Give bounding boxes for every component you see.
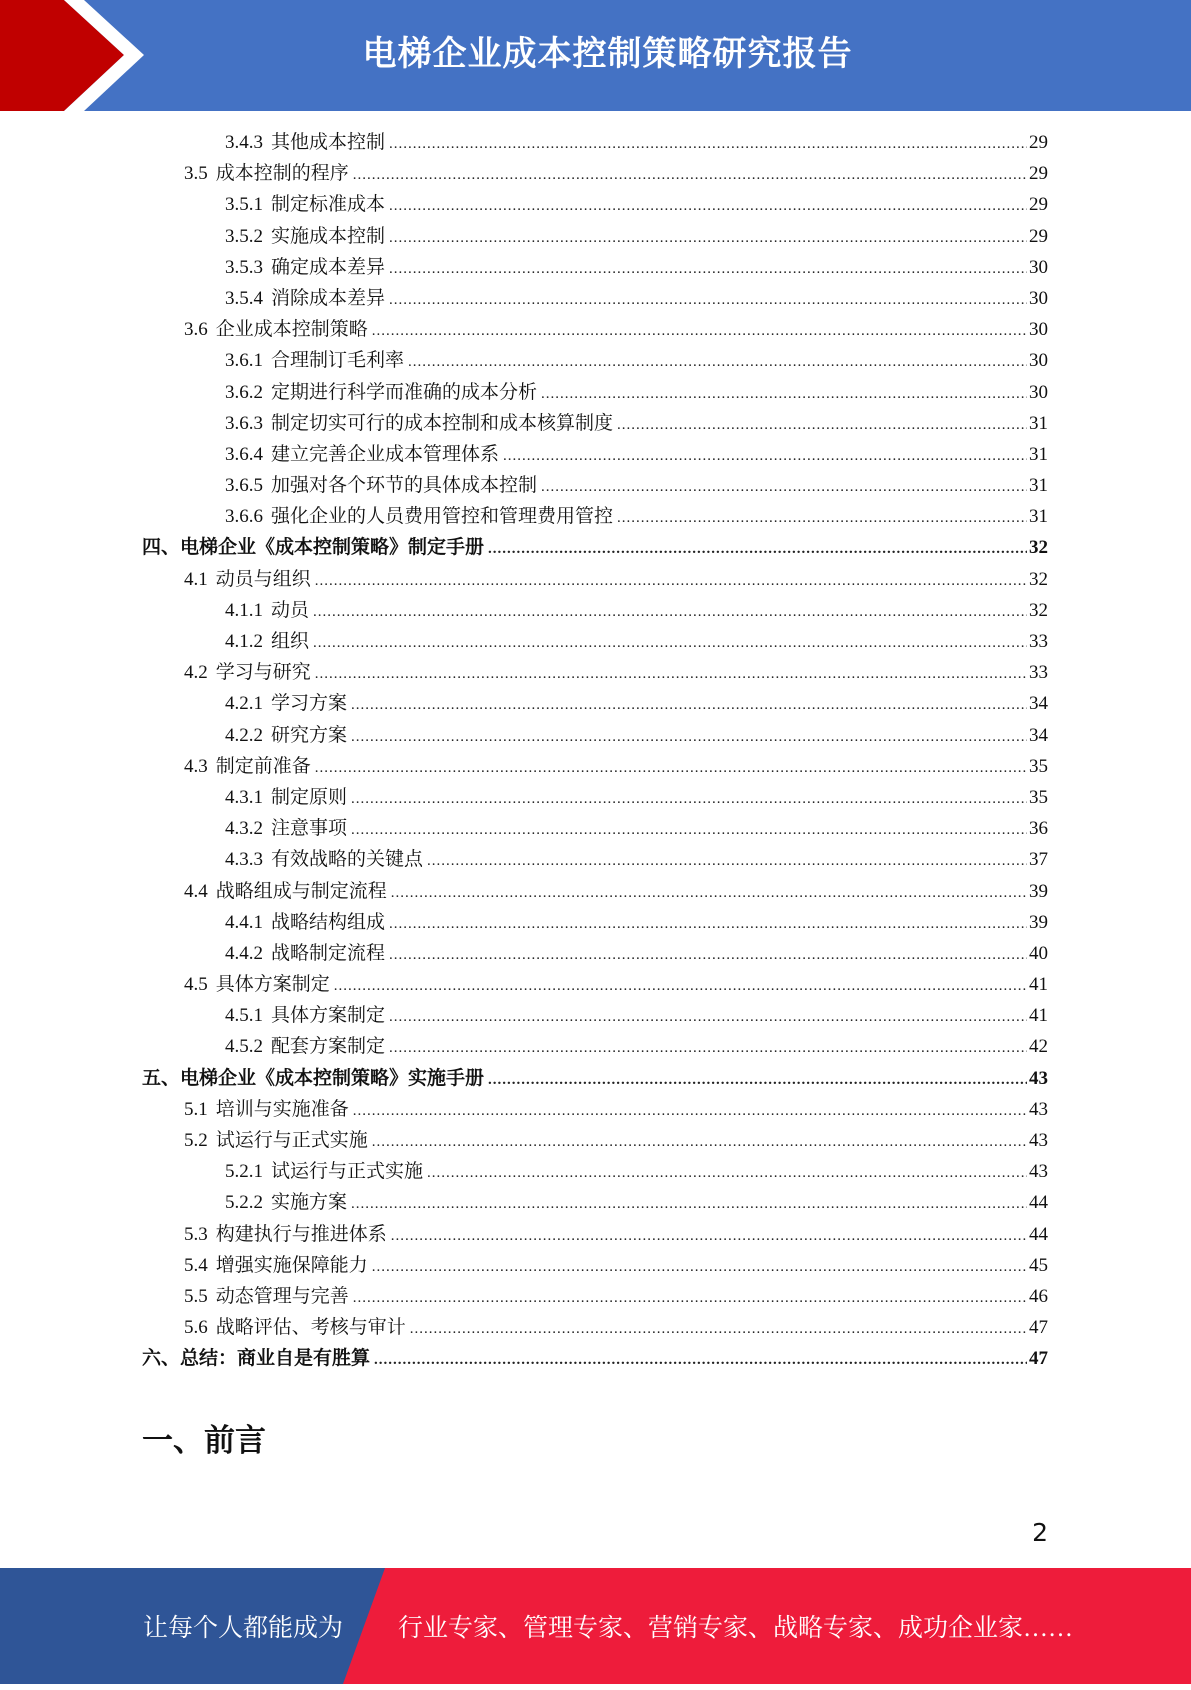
toc-dot-leader [353,1096,1027,1127]
toc-entry-number: 4.1.1 [225,599,263,621]
toc-entry-page: 42 [1029,1036,1048,1058]
toc-entry-page: 47 [1029,1317,1048,1339]
toc-entry-page: 33 [1029,662,1048,684]
table-of-contents [142,127,1048,1375]
toc-entry[interactable] [142,439,1048,470]
toc-entry-page: 30 [1029,381,1048,403]
toc-entry-page: 43 [1029,1130,1048,1151]
toc-entry[interactable] [142,314,1048,345]
toc-entry-number: 4.2.1 [225,693,263,715]
toc-entry-title: 增强实施保障能力 [215,1254,368,1276]
toc-entry-title: 试运行与正式实施 [215,1130,368,1151]
toc-entry-page: 36 [1029,818,1048,840]
toc-dot-leader [351,1189,1027,1220]
toc-entry-title: 电梯企业《成本控制策略》实施手册 [180,1067,485,1089]
toc-entry-page: 29 [1029,163,1048,185]
toc-entry-number: 3.6.2 [225,381,263,403]
toc-entry-page: 30 [1029,256,1048,278]
toc-dot-leader [410,1314,1027,1345]
toc-entry-title: 试运行与正式实施 [271,1161,424,1183]
toc-dot-leader [617,410,1027,441]
toc-entry-number: 5.6 [184,1317,208,1339]
toc-dot-leader [389,1002,1027,1033]
toc-entry-title: 制定切实可行的成本控制和成本核算制度 [271,412,614,434]
toc-entry[interactable] [142,1281,1048,1312]
toc-entry[interactable] [142,1031,1048,1062]
toc-entry-title: 学习与研究 [215,662,311,684]
toc-entry-number: 4.1 [184,568,208,590]
section-heading: 一、前言 [142,1423,266,1459]
toc-entry-page: 37 [1029,849,1048,871]
toc-dot-leader [315,659,1027,690]
footer-banner [0,1568,1191,1684]
toc-entry-page: 31 [1029,443,1048,465]
toc-entry-title: 研究方案 [271,724,348,746]
toc-entry[interactable] [142,751,1048,782]
toc-entry-title: 动态管理与完善 [215,1285,349,1307]
toc-entry-page: 31 [1029,506,1048,528]
toc-dot-leader [408,347,1027,378]
toc-entry[interactable] [142,907,1048,938]
toc-entry-number: 3.6.1 [225,350,263,372]
toc-entry-number: 五、 [142,1067,181,1089]
toc-entry[interactable] [142,345,1048,376]
toc-entry-number: 3.6.4 [225,443,263,465]
toc-entry-page: 43 [1029,1161,1048,1183]
toc-entry[interactable] [142,189,1048,220]
toc-entry-page: 32 [1029,599,1048,621]
toc-entry-page: 35 [1029,755,1048,777]
toc-entry-number: 四、 [142,537,181,559]
toc-entry-title: 总结：商业自是有胜算 [180,1348,371,1370]
toc-entry-title: 实施成本控制 [271,225,386,247]
toc-dot-leader [389,129,1027,160]
toc-entry[interactable] [142,938,1048,969]
toc-entry-page: 31 [1029,412,1048,434]
toc-entry-number: 4.5.2 [225,1036,263,1058]
toc-entry-page: 29 [1029,194,1048,216]
toc-entry[interactable] [142,657,1048,688]
toc-entry-number: 3.6 [184,319,208,341]
toc-dot-leader [389,254,1027,285]
toc-dot-leader [389,940,1027,971]
toc-entry[interactable] [142,1125,1048,1156]
toc-dot-leader [351,722,1027,753]
toc-dot-leader [389,223,1027,254]
toc-dot-leader [353,160,1027,191]
toc-entry-title: 培训与实施准备 [215,1098,349,1120]
toc-entry[interactable] [142,782,1048,813]
toc-entry-title: 定期进行科学而准确的成本分析 [271,381,538,403]
toc-entry-number: 4.1.2 [225,631,263,652]
toc-entry-page: 30 [1029,350,1048,372]
toc-entry[interactable] [142,1343,1048,1374]
toc-entry-page: 29 [1029,225,1048,247]
toc-entry-title: 其他成本控制 [271,132,386,153]
toc-entry-title: 强化企业的人员费用管控和管理费用管控 [271,506,614,528]
toc-entry-number: 3.5.2 [225,225,263,247]
toc-entry-number: 5.2.1 [225,1161,263,1183]
toc-entry[interactable] [142,626,1048,657]
toc-entry-number: 5.5 [184,1285,208,1307]
toc-entry[interactable] [142,1219,1048,1250]
toc-entry[interactable] [142,595,1048,626]
toc-entry-number: 4.3 [184,755,208,777]
toc-dot-leader [351,690,1027,721]
toc-entry-page: 30 [1029,319,1048,341]
toc-entry-title: 动员与组织 [215,568,311,590]
toc-entry-title: 实施方案 [271,1192,348,1214]
toc-entry[interactable] [142,876,1048,907]
toc-entry-number: 4.4 [184,880,208,902]
toc-entry-number: 5.2.2 [225,1192,263,1214]
toc-entry-title: 消除成本差异 [271,287,386,309]
toc-entry-title: 建立完善企业成本管理体系 [271,443,500,465]
toc-dot-leader [351,784,1027,815]
toc-entry[interactable] [142,564,1048,595]
header-banner [0,0,1191,111]
toc-entry-page: 46 [1029,1285,1048,1307]
toc-entry-title: 配套方案制定 [271,1036,386,1058]
toc-entry-page: 39 [1029,880,1048,902]
toc-entry-number: 4.5.1 [225,1005,263,1027]
toc-entry-title: 组织 [271,631,310,652]
toc-entry-title: 企业成本控制策略 [215,319,368,341]
toc-entry-page: 32 [1029,568,1048,590]
toc-entry[interactable] [142,1063,1048,1094]
toc-entry-number: 3.6.3 [225,412,263,434]
document-title: 电梯企业成本控制策略研究报告 [362,34,853,74]
toc-dot-leader [313,628,1027,659]
toc-entry[interactable] [142,1250,1048,1281]
toc-entry[interactable] [142,470,1048,501]
toc-dot-leader [372,1127,1027,1158]
toc-entry-title: 具体方案制定 [271,1005,386,1027]
toc-dot-leader [313,597,1027,628]
toc-dot-leader [372,316,1027,347]
toc-entry-title: 电梯企业《成本控制策略》制定手册 [180,537,485,559]
toc-dot-leader [374,1345,1027,1376]
toc-dot-leader [391,878,1027,909]
toc-entry-number: 4.3.3 [225,849,263,871]
toc-dot-leader [503,441,1027,472]
toc-dot-leader [389,285,1027,316]
toc-entry-number: 3.5.3 [225,256,263,278]
toc-dot-leader [427,1158,1027,1189]
toc-entry[interactable] [142,221,1048,252]
toc-entry-page: 32 [1029,537,1048,559]
toc-entry[interactable] [142,283,1048,314]
toc-entry-title: 战略组成与制定流程 [215,880,387,902]
toc-entry-page: 29 [1029,132,1048,153]
page-number: 2 [1032,1518,1048,1547]
toc-entry-title: 动员 [271,599,310,621]
toc-dot-leader [351,815,1027,846]
toc-entry[interactable] [142,127,1048,158]
toc-entry[interactable] [142,1000,1048,1031]
toc-entry-page: 44 [1029,1223,1048,1245]
toc-dot-leader [389,909,1027,940]
toc-dot-leader [315,566,1027,597]
toc-entry-number: 4.3.2 [225,818,263,840]
toc-entry-page: 34 [1029,693,1048,715]
toc-entry[interactable] [142,813,1048,844]
toc-entry-page: 34 [1029,724,1048,746]
toc-entry-number: 4.2.2 [225,724,263,746]
toc-dot-leader [389,1033,1027,1064]
toc-entry[interactable] [142,1312,1048,1343]
toc-dot-leader [541,472,1027,503]
toc-entry-title: 确定成本差异 [271,256,386,278]
toc-entry[interactable] [142,158,1048,189]
toc-entry-number: 3.4.3 [225,132,263,153]
toc-entry-page: 35 [1029,786,1048,808]
toc-dot-leader [334,971,1027,1002]
toc-entry-number: 4.3.1 [225,786,263,808]
toc-entry-number: 3.5.1 [225,194,263,216]
toc-entry-title: 战略制定流程 [271,942,386,964]
toc-entry-page: 43 [1029,1098,1048,1120]
toc-entry-page: 44 [1029,1192,1048,1214]
toc-entry-page: 31 [1029,475,1048,497]
toc-entry-number: 4.4.2 [225,942,263,964]
toc-entry-page: 41 [1029,1005,1048,1027]
toc-entry-title: 有效战略的关键点 [271,849,424,871]
toc-entry-page: 39 [1029,911,1048,933]
toc-entry-number: 3.6.6 [225,506,263,528]
toc-entry-page: 30 [1029,287,1048,309]
toc-dot-leader [391,1221,1027,1252]
toc-entry-page: 45 [1029,1254,1048,1276]
toc-entry-title: 合理制订毛利率 [271,350,405,372]
toc-entry[interactable] [142,532,1048,563]
toc-entry[interactable] [142,720,1048,751]
toc-entry[interactable] [142,1156,1048,1187]
toc-entry-number: 3.5 [184,163,208,185]
toc-entry[interactable] [142,501,1048,532]
toc-entry-number: 4.5 [184,974,208,996]
toc-entry-page: 47 [1029,1348,1048,1370]
toc-dot-leader [488,534,1027,565]
toc-dot-leader [488,1065,1027,1096]
toc-entry[interactable] [142,1187,1048,1218]
toc-entry-title: 学习方案 [271,693,348,715]
toc-dot-leader [541,379,1027,410]
toc-entry-number: 5.4 [184,1254,208,1276]
toc-entry[interactable] [142,1094,1048,1125]
toc-entry-number: 3.5.4 [225,287,263,309]
toc-dot-leader [353,1283,1027,1314]
toc-entry-title: 具体方案制定 [215,974,330,996]
toc-entry-title: 加强对各个环节的具体成本控制 [271,475,538,497]
toc-entry-number: 4.2 [184,662,208,684]
toc-entry-page: 41 [1029,974,1048,996]
toc-entry-title: 注意事项 [271,818,348,840]
toc-entry[interactable] [142,688,1048,719]
toc-entry-number: 六、 [142,1348,181,1370]
footer-slogan-right: 行业专家、管理专家、营销专家、战略专家、成功企业家…… [398,1615,1074,1642]
toc-entry[interactable] [142,844,1048,875]
toc-entry-title: 战略结构组成 [271,911,386,933]
toc-entry-title: 制定原则 [271,786,348,808]
toc-entry-title: 战略评估、考核与审计 [215,1317,406,1339]
toc-entry-page: 33 [1029,631,1048,652]
toc-entry-title: 制定前准备 [215,755,311,777]
toc-dot-leader [617,503,1027,534]
toc-dot-leader [315,753,1027,784]
toc-entry[interactable] [142,377,1048,408]
toc-entry[interactable] [142,408,1048,439]
toc-dot-leader [427,846,1027,877]
toc-entry[interactable] [142,969,1048,1000]
toc-entry-number: 5.2 [184,1130,208,1151]
toc-entry-number: 3.6.5 [225,475,263,497]
toc-entry-title: 成本控制的程序 [215,163,349,185]
toc-entry-number: 5.3 [184,1223,208,1245]
toc-entry-title: 构建执行与推进体系 [215,1223,387,1245]
toc-dot-leader [389,191,1027,222]
toc-entry[interactable] [142,252,1048,283]
toc-entry-title: 制定标准成本 [271,194,386,216]
toc-entry-page: 40 [1029,942,1048,964]
toc-entry-number: 5.1 [184,1098,208,1120]
footer-slogan-left: 让每个人都能成为 [143,1615,344,1642]
toc-entry-page: 43 [1029,1067,1048,1089]
toc-entry-number: 4.4.1 [225,911,263,933]
toc-dot-leader [372,1252,1027,1283]
